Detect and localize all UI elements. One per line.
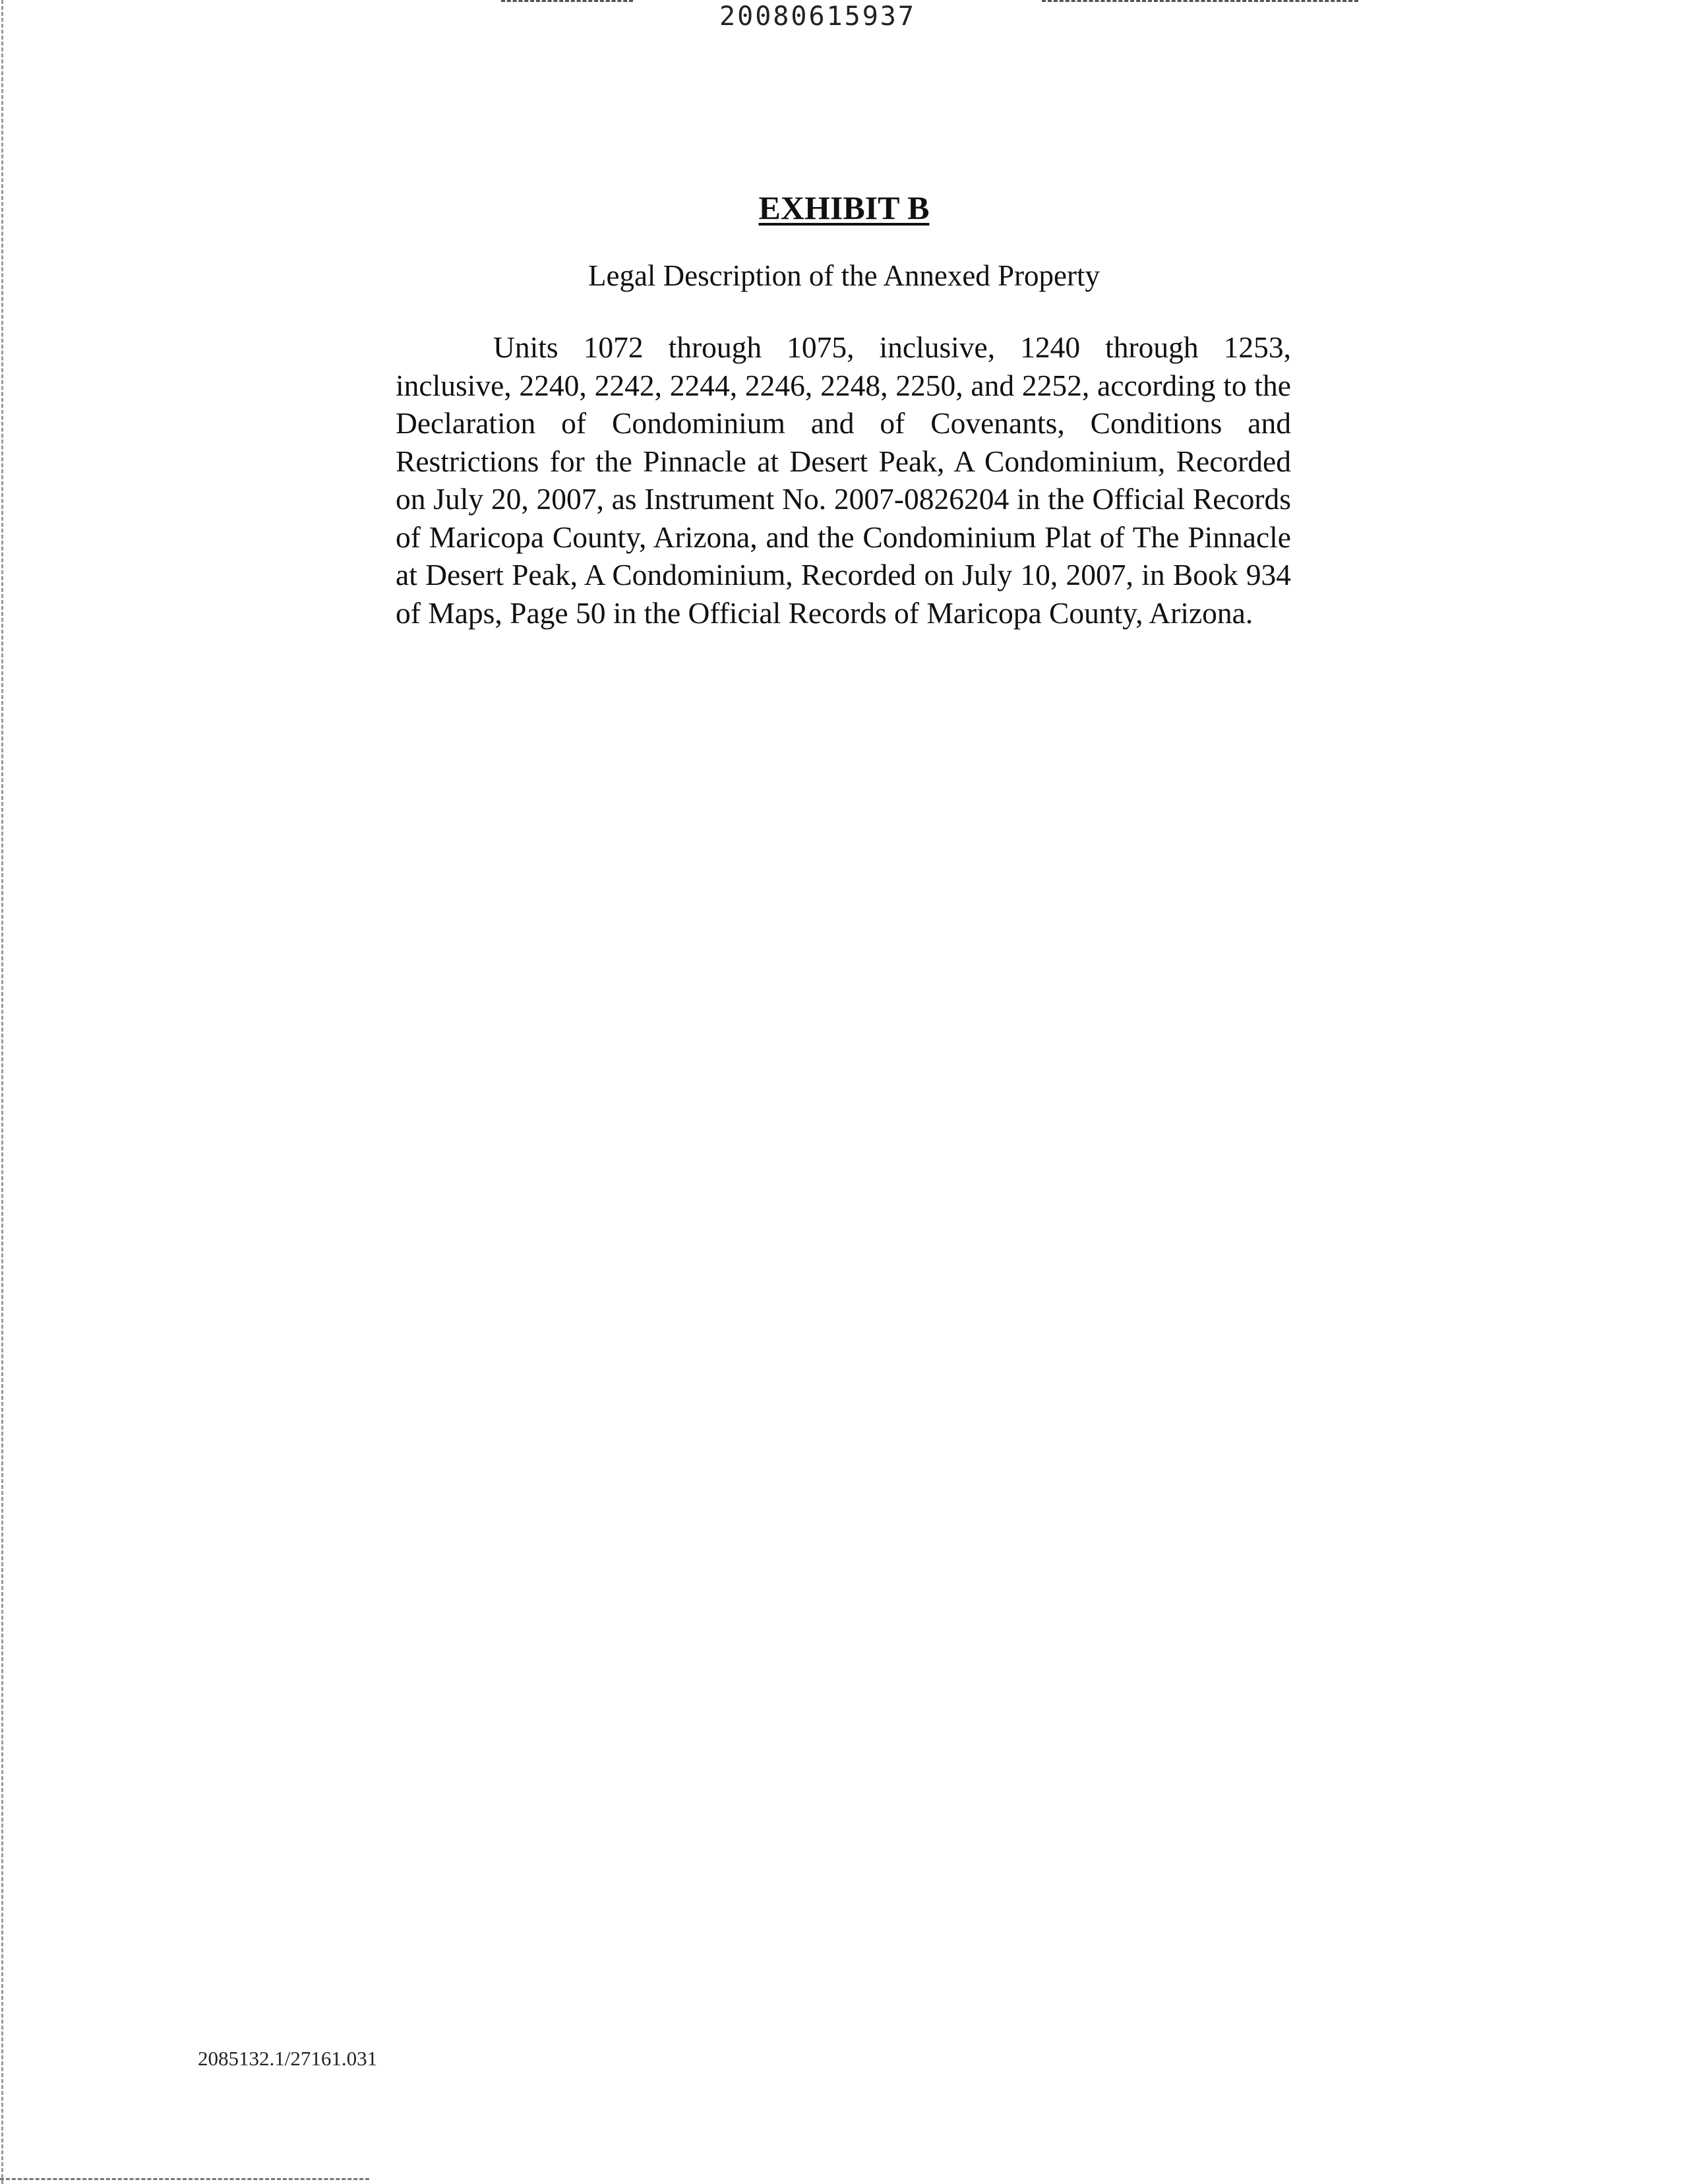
exhibit-title: EXHIBIT B	[758, 189, 930, 226]
document-reference-footer: 2085132.1/27161.031	[198, 2047, 378, 2070]
exhibit-subtitle: Legal Description of the Annexed Property	[588, 259, 1100, 292]
legal-description-paragraph: Units 1072 through 1075, inclusive, 1240 through 1253, inclusive, 2240, 2242, 2244, 2246, 2248, 2250, and 2252, according to the Declaration of Condominium and of Covenants, Conditions and Restrictions for the Pinnacle at Desert Peak, A Condominium, Recorded on July 20, 2007, as Instrument No. 2007-0826204 in the Official Records of Maricopa County, Arizona, and the Condominium Plat of The Pinnacle at Desert Peak, A Condominium, Recorded on July 10, 2007, in Book 934 of Maps, Page 50 in the Official Records of Maricopa County, Arizona.	[396, 330, 1291, 630]
recording-number: 20080615937	[719, 1, 916, 32]
scan-edge-artifact	[1, 0, 3, 2184]
scan-bottom-artifact	[0, 2178, 369, 2180]
